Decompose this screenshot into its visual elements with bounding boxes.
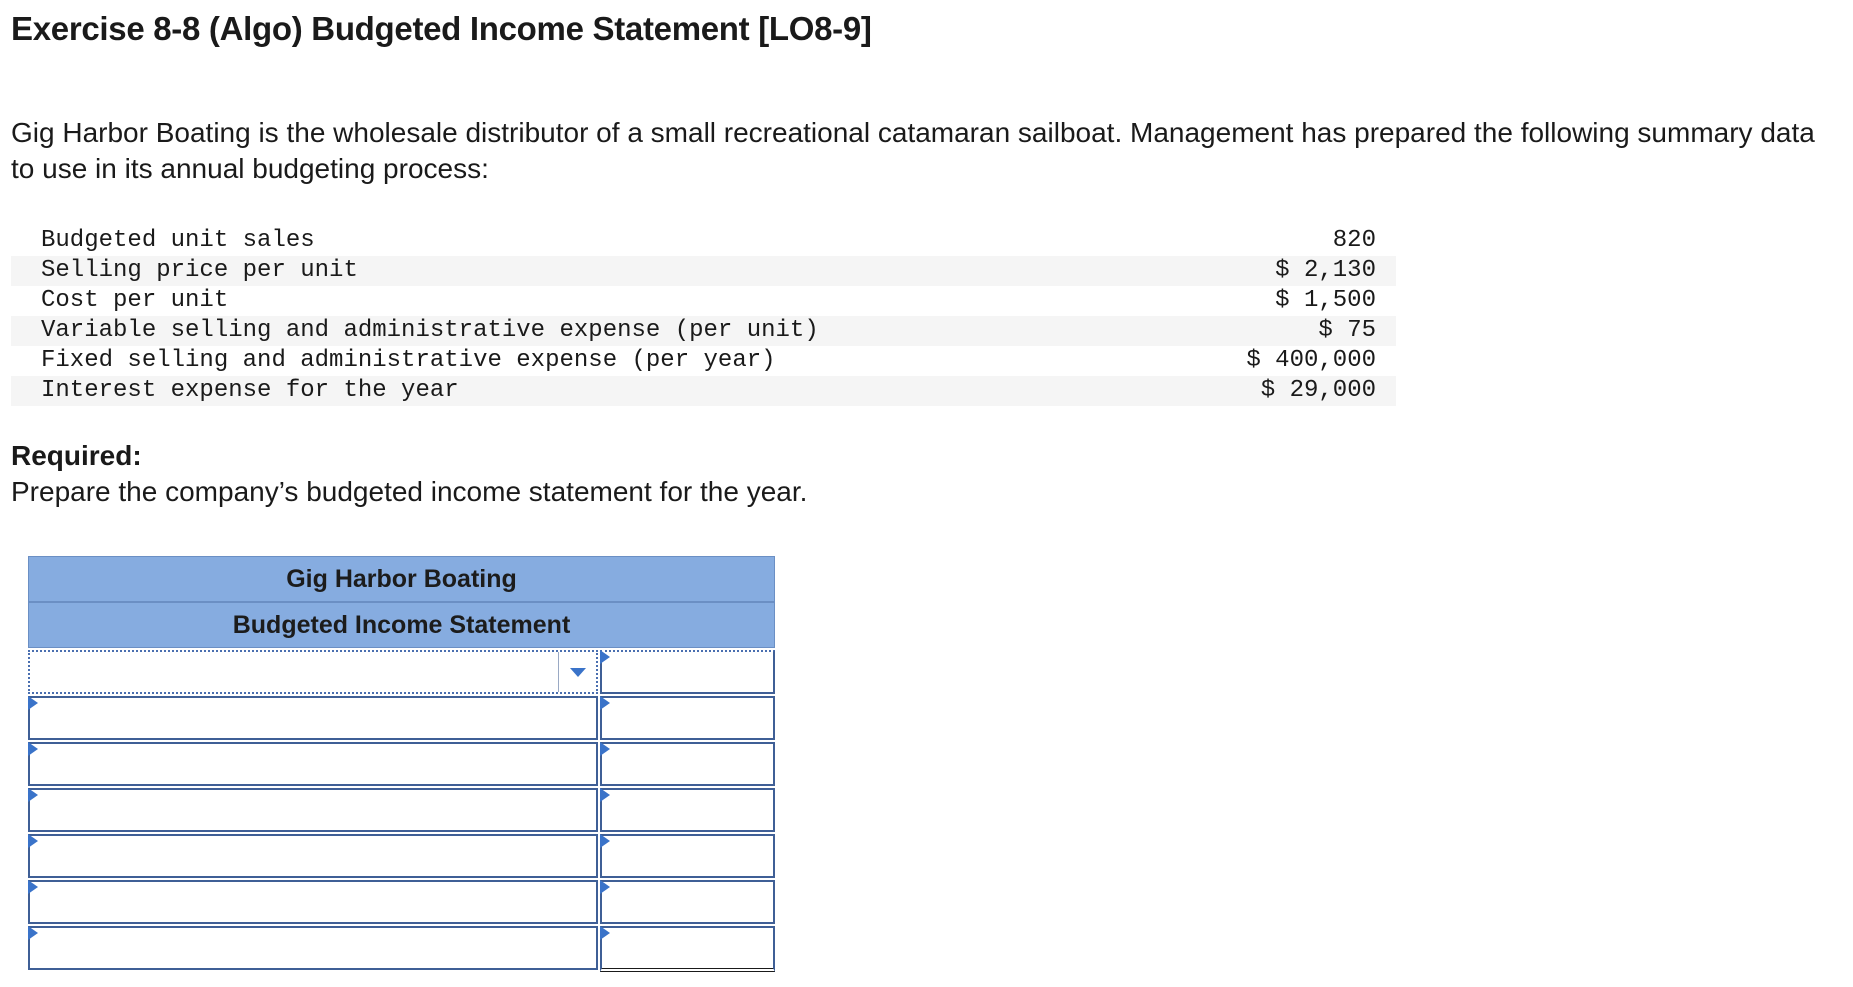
- summary-value: 820: [1332, 227, 1376, 254]
- summary-row: [11, 346, 1396, 376]
- triangle-marker-icon: [600, 788, 610, 802]
- required-heading: Required:: [11, 440, 142, 471]
- line-item-input[interactable]: [28, 926, 598, 970]
- worksheet-row: [28, 924, 775, 970]
- summary-row: [11, 376, 1396, 406]
- worksheet-statement-title: Budgeted Income Statement: [28, 602, 775, 648]
- summary-row: [11, 226, 1396, 256]
- summary-value: $ 1,500: [1275, 287, 1376, 314]
- income-statement-worksheet: [28, 556, 775, 970]
- triangle-marker-icon: [28, 834, 38, 848]
- amount-input[interactable]: [600, 926, 775, 972]
- worksheet-row: [28, 832, 775, 878]
- amount-input[interactable]: [600, 742, 775, 786]
- dropdown-button[interactable]: [558, 652, 597, 692]
- page-title: Exercise 8-8 (Algo) Budgeted Income Statement [LO8-9]: [11, 10, 872, 47]
- required-section: [11, 438, 807, 510]
- summary-row: [11, 286, 1396, 316]
- worksheet-row: [28, 648, 775, 694]
- summary-value: $ 29,000: [1116, 376, 1396, 406]
- line-item-input[interactable]: [28, 742, 598, 786]
- summary-label: Interest expense for the year: [11, 376, 1116, 406]
- amount-input[interactable]: [600, 880, 775, 924]
- triangle-marker-icon: [600, 742, 610, 756]
- line-item-input[interactable]: [28, 696, 598, 740]
- worksheet-row: [28, 786, 775, 832]
- worksheet-company-name: Gig Harbor Boating: [28, 556, 775, 602]
- summary-data-table: [11, 226, 1396, 406]
- amount-input[interactable]: [600, 834, 775, 878]
- triangle-marker-icon: [28, 880, 38, 894]
- triangle-marker-icon: [600, 696, 610, 710]
- triangle-marker-icon: [28, 742, 38, 756]
- summary-label: Selling price per unit: [11, 256, 1116, 286]
- required-instructions: Prepare the company’s budgeted income statement for the year.: [11, 476, 808, 507]
- summary-row: [11, 256, 1396, 286]
- line-item-input[interactable]: [28, 834, 598, 878]
- summary-label: Cost per unit: [41, 287, 229, 314]
- amount-input[interactable]: [600, 788, 775, 832]
- triangle-marker-icon: [28, 696, 38, 710]
- triangle-marker-icon: [600, 650, 610, 664]
- triangle-marker-icon: [600, 880, 610, 894]
- summary-row: [11, 316, 1396, 346]
- worksheet-row: [28, 694, 775, 740]
- triangle-marker-icon: [28, 926, 38, 940]
- line-item-select[interactable]: [28, 650, 598, 694]
- triangle-marker-icon: [600, 834, 610, 848]
- line-item-input[interactable]: [28, 880, 598, 924]
- triangle-marker-icon: [600, 926, 610, 940]
- worksheet-row: [28, 878, 775, 924]
- summary-label: Fixed selling and administrative expense (per year): [41, 347, 776, 374]
- summary-value: $ 2,130: [1116, 256, 1396, 286]
- worksheet-row: [28, 740, 775, 786]
- summary-value: $ 400,000: [1246, 347, 1376, 374]
- summary-value: $ 75: [1116, 316, 1396, 346]
- summary-label: Variable selling and administrative expense (per unit): [11, 316, 1116, 346]
- problem-intro: Gig Harbor Boating is the wholesale distributor of a small recreational catamaran sailboat. Management has prepared the following summary data to use in its annual budgeting process:: [11, 117, 1815, 184]
- line-item-input[interactable]: [28, 788, 598, 832]
- summary-label: Budgeted unit sales: [41, 227, 315, 254]
- amount-input[interactable]: [600, 696, 775, 740]
- amount-input[interactable]: [600, 650, 775, 694]
- triangle-marker-icon: [28, 788, 38, 802]
- chevron-down-icon: [570, 668, 586, 677]
